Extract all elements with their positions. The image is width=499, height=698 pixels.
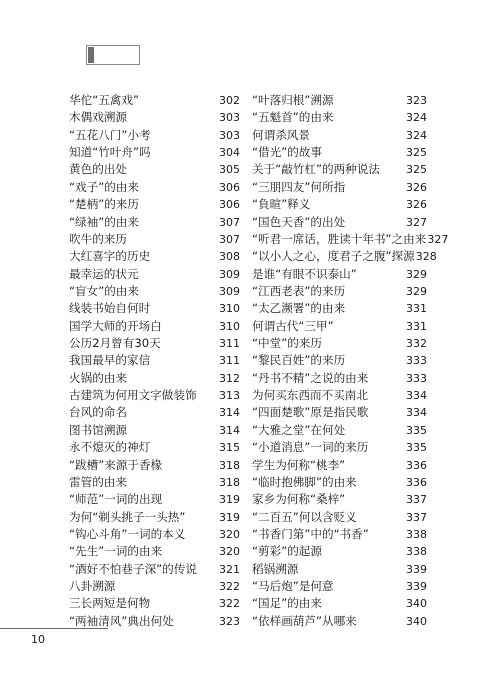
toc-entry[interactable] <box>252 439 427 456</box>
toc-entry-title: 是谁“有眼不识泰山” <box>252 266 357 281</box>
toc-entry-page: 325 <box>406 163 427 177</box>
toc-entry-title: “国色天香”的出处 <box>252 214 346 229</box>
toc-entry-title: 家乡为何称“桑梓” <box>252 492 346 507</box>
toc-entry-page: 309 <box>219 284 240 298</box>
toc-entry[interactable] <box>252 491 427 508</box>
toc-entry-page: 327 <box>406 215 427 229</box>
toc-entry[interactable] <box>69 543 240 560</box>
toc-entry-page: 303 <box>219 111 240 125</box>
toc-entry-page: 323 <box>406 94 427 107</box>
toc-entry-page: 304 <box>219 146 240 160</box>
toc-entry-title: 公历2月曾有30天 <box>69 336 161 351</box>
toc-entry-title: 吹牛的来历 <box>69 231 127 246</box>
toc-entry[interactable] <box>69 318 240 335</box>
toc-entry[interactable] <box>69 144 240 161</box>
toc-entry[interactable] <box>252 231 449 248</box>
toc-entry-title: “楚柄”的来历 <box>69 197 139 212</box>
toc-entry-page: 333 <box>406 371 427 385</box>
toc-entry[interactable] <box>69 561 240 578</box>
toc-entry[interactable] <box>252 127 427 144</box>
toc-entry[interactable] <box>69 248 240 265</box>
toc-entry-page: 308 <box>219 250 240 264</box>
toc-entry-title: “临时抱佛脚”的由来 <box>252 474 357 489</box>
toc-entry-title: “跋槽”来源于香椽 <box>69 457 163 472</box>
toc-entry-page: 326 <box>406 180 427 194</box>
toc-entry-title: “二百五”何以含贬义 <box>252 509 357 524</box>
toc-entry[interactable] <box>252 422 427 439</box>
toc-entry[interactable] <box>69 352 240 369</box>
toc-entry-page: 311 <box>219 337 240 351</box>
toc-entry[interactable] <box>69 509 240 526</box>
toc-entry-page: 336 <box>406 458 427 472</box>
toc-column-right <box>252 92 449 630</box>
page-number: 10 <box>31 633 45 646</box>
toc-entry-page: 329 <box>406 267 427 281</box>
toc-entry-page: 324 <box>406 111 427 125</box>
toc-entry-title: 为何买东西而不买南北 <box>252 388 368 403</box>
toc-entry-page: 314 <box>219 406 240 420</box>
toc-entry-page: 305 <box>219 163 240 177</box>
toc-entry-page: 335 <box>406 423 427 437</box>
section-header-box <box>86 45 140 65</box>
toc-entry-page: 336 <box>406 475 427 489</box>
toc-entry[interactable] <box>69 231 240 248</box>
toc-entry-page: 318 <box>219 458 240 472</box>
toc-entry-title: “五魁首”的由来 <box>252 110 334 125</box>
toc-entry-title: “中堂”的来历 <box>252 336 322 351</box>
toc-entry[interactable] <box>252 266 427 283</box>
toc-column-left <box>69 92 240 630</box>
toc-entry[interactable] <box>252 509 427 526</box>
toc-entry[interactable] <box>69 335 240 352</box>
section-header-bar <box>88 47 94 63</box>
toc-entry-title: “先生”一词的由来 <box>69 544 163 559</box>
toc-entry-title: 何谓古代“三甲” <box>252 318 334 333</box>
toc-entry-title: “負暄”释义 <box>252 197 311 212</box>
toc-entry[interactable] <box>69 196 240 213</box>
toc-entry-title: “剪彩”的起源 <box>252 544 322 559</box>
toc-entry[interactable] <box>69 92 240 109</box>
toc-entry-title: “戏子”的由来 <box>69 179 139 194</box>
toc-entry[interactable] <box>69 387 240 404</box>
toc-entry-page: 312 <box>219 371 240 385</box>
toc-entry-page: 332 <box>406 337 427 351</box>
toc-entry[interactable] <box>69 127 240 144</box>
toc-entry-page: 321 <box>219 562 240 576</box>
toc-entry[interactable] <box>252 300 427 317</box>
toc-entry-title: “五花八门”小考 <box>69 127 151 142</box>
toc-entry[interactable] <box>69 526 240 543</box>
toc-entry[interactable] <box>252 370 427 387</box>
toc-entry[interactable] <box>252 318 427 335</box>
toc-entry-page: 320 <box>219 527 240 541</box>
toc-entry-title: “三朋四友”何所指 <box>252 179 346 194</box>
toc-entry[interactable] <box>252 335 427 352</box>
toc-entry[interactable] <box>69 578 240 595</box>
toc-entry[interactable] <box>69 179 240 196</box>
toc-entry-title: “听君一席话，胜读十年书”之由来 <box>252 231 427 246</box>
toc-entry-title: 最幸运的状元 <box>69 266 139 281</box>
toc-entry[interactable] <box>69 439 240 456</box>
toc-entry-page: 339 <box>406 562 427 576</box>
toc-entry-page: 324 <box>406 128 427 142</box>
toc-entry-title: 古建筑为何用文字做装饰 <box>69 388 197 403</box>
toc-entry-title: 八卦溯源 <box>69 579 116 594</box>
toc-entry-title: “叶落归根”溯源 <box>252 93 334 107</box>
toc-entry-title: 学生为何称“桃李” <box>252 457 346 472</box>
toc-entry-title: 雷管的由来 <box>69 474 127 489</box>
toc-entry-page: 325 <box>406 146 427 160</box>
toc-entry-title: 国学大师的开场白 <box>69 318 162 333</box>
toc-entry-title: “酒好不怕巷子深”的传说 <box>69 561 197 576</box>
toc-entry-page: 307 <box>219 215 240 229</box>
toc-entry[interactable] <box>252 283 427 300</box>
toc-entry-title: 图书馆溯源 <box>69 422 127 437</box>
toc-entry-title: “马后炮”是何意 <box>252 579 334 594</box>
toc-entry-page: 339 <box>406 580 427 594</box>
toc-entry-title: 木偶戏溯源 <box>69 110 127 125</box>
toc-entry-page: 302 <box>219 94 240 107</box>
toc-entry[interactable] <box>69 370 240 387</box>
toc-entry-page: 319 <box>219 493 240 507</box>
toc-entry[interactable] <box>252 248 437 265</box>
toc-entry-title: “两袖清风”典出何处 <box>69 613 174 628</box>
toc-entry[interactable] <box>69 109 240 126</box>
toc-entry-page: 335 <box>406 441 427 455</box>
toc-entry-page: 306 <box>219 198 240 212</box>
toc-entry-title: “小道消息”一词的来历 <box>252 440 369 455</box>
toc-entry[interactable] <box>69 283 240 300</box>
toc-entry-title: 大红喜字的历史 <box>69 249 151 264</box>
toc-entry-page: 340 <box>406 597 427 611</box>
toc-entry[interactable] <box>69 404 240 421</box>
toc-entry-page: 334 <box>406 389 427 403</box>
toc-entry-title: 华佗“五禽戏” <box>69 93 139 107</box>
toc-entry-title: 稻锅溯源 <box>252 561 299 576</box>
toc-entry[interactable] <box>69 595 240 612</box>
toc-entry-page: 314 <box>219 423 240 437</box>
toc-entry-page: 313 <box>219 389 240 403</box>
toc-entry-page: 311 <box>219 354 240 368</box>
toc-entry[interactable] <box>252 92 427 109</box>
toc-entry[interactable] <box>252 179 427 196</box>
toc-entry[interactable] <box>252 474 427 491</box>
toc-entry[interactable] <box>252 543 427 560</box>
toc-entry[interactable] <box>69 474 240 491</box>
toc-entry[interactable] <box>69 457 240 474</box>
toc-entry[interactable] <box>69 300 240 317</box>
toc-entry-page: 322 <box>219 580 240 594</box>
toc-entry-title: 知道“竹叶舟”吗 <box>69 145 151 160</box>
toc-entry-title: 线装书始自何时 <box>69 301 151 316</box>
toc-entry-page: 329 <box>406 284 427 298</box>
toc-entry-page: 331 <box>406 302 427 316</box>
toc-entry[interactable] <box>252 214 427 231</box>
toc-entry-title: 永不熄灭的神灯 <box>69 440 151 455</box>
toc-entry-title: “书香门第”中的“书香” <box>252 526 369 541</box>
toc-entry-title: 我国最早的家信 <box>69 353 151 368</box>
toc-entry-page: 334 <box>406 406 427 420</box>
toc-entry-page: 318 <box>219 475 240 489</box>
toc-entry-title: 为何“剃头挑子一头热” <box>69 509 186 524</box>
toc-entry[interactable] <box>252 196 427 213</box>
toc-entry-title: “大雅之堂”在何处 <box>252 422 346 437</box>
toc-entry-title: 台风的命名 <box>69 405 127 420</box>
toc-entry-page: 327 <box>427 232 449 246</box>
toc-entry[interactable] <box>252 144 427 161</box>
toc-entry-title: 黄色的出处 <box>69 162 127 177</box>
toc-entry-title: “江西老表”的来历 <box>252 283 346 298</box>
toc-entry-title: 三长两短是何物 <box>69 596 151 611</box>
toc-entry[interactable] <box>252 595 427 612</box>
toc-entry-title: “借光”的故事 <box>252 145 322 160</box>
toc-entry[interactable] <box>252 352 427 369</box>
toc-entry-title: “黎民百姓”的来历 <box>252 353 346 368</box>
toc-entry-title: “以小人之心，度君子之腹”探源 <box>252 249 415 264</box>
toc-entry-title: “钩心斗角”一词的本义 <box>69 526 186 541</box>
toc-entry[interactable] <box>252 613 427 630</box>
toc-entry-page: 337 <box>406 493 427 507</box>
toc-entry[interactable] <box>252 404 427 421</box>
toc-entry-page: 337 <box>406 510 427 524</box>
toc-entry-title: “依样画葫芦”从哪来 <box>252 613 357 628</box>
toc-entry-page: 315 <box>219 441 240 455</box>
toc-entry-page: 303 <box>219 128 240 142</box>
toc-entry[interactable] <box>252 578 427 595</box>
toc-entry-title: “师范”一词的出现 <box>69 492 163 507</box>
toc-entry-page: 338 <box>406 527 427 541</box>
toc-entry-page: 322 <box>219 597 240 611</box>
toc-entry[interactable] <box>252 561 427 578</box>
toc-entry[interactable] <box>69 266 240 283</box>
toc-entry[interactable] <box>252 109 427 126</box>
toc-entry-page: 331 <box>406 319 427 333</box>
toc-entry[interactable] <box>69 161 240 178</box>
toc-entry-title: 火锅的由来 <box>69 370 127 385</box>
toc-entry-page: 333 <box>406 354 427 368</box>
toc-entry[interactable] <box>69 214 240 231</box>
toc-entry-title: “绿袖”的由来 <box>69 214 139 229</box>
toc-entry-title: “丹书不精”之说的由来 <box>252 370 369 385</box>
toc-entry-page: 306 <box>219 180 240 194</box>
toc-entry-page: 319 <box>219 510 240 524</box>
toc-entry-page: 328 <box>415 250 437 264</box>
toc-entry-page: 309 <box>219 267 240 281</box>
toc-entry[interactable] <box>252 457 427 474</box>
toc-entry-page: 320 <box>219 545 240 559</box>
toc-entry-title: “太乙濒署”的由来 <box>252 301 346 316</box>
toc-entry[interactable] <box>252 526 427 543</box>
toc-entry[interactable] <box>69 422 240 439</box>
toc-entry-title: “国足”的由来 <box>252 596 322 611</box>
toc-entry-title: “四面楚歌”原是指民歌 <box>252 405 369 420</box>
toc-entry-page: 340 <box>406 614 427 628</box>
toc-entry-page: 310 <box>219 319 240 333</box>
toc-entry-page: 323 <box>219 614 240 628</box>
toc-entry[interactable] <box>69 491 240 508</box>
toc-entry[interactable] <box>252 387 427 404</box>
toc-entry-page: 338 <box>406 545 427 559</box>
toc-entry-title: 关于“敲竹杠”的两种说法 <box>252 162 380 177</box>
toc-entry-page: 310 <box>219 302 240 316</box>
toc-entry[interactable] <box>252 161 427 178</box>
toc-entry-page: 307 <box>219 232 240 246</box>
footer-rule <box>0 628 108 629</box>
toc-entry-title: 何谓杀风景 <box>252 127 310 142</box>
toc-entry-page: 326 <box>406 198 427 212</box>
toc-entry-title: “盲女”的由来 <box>69 283 139 298</box>
